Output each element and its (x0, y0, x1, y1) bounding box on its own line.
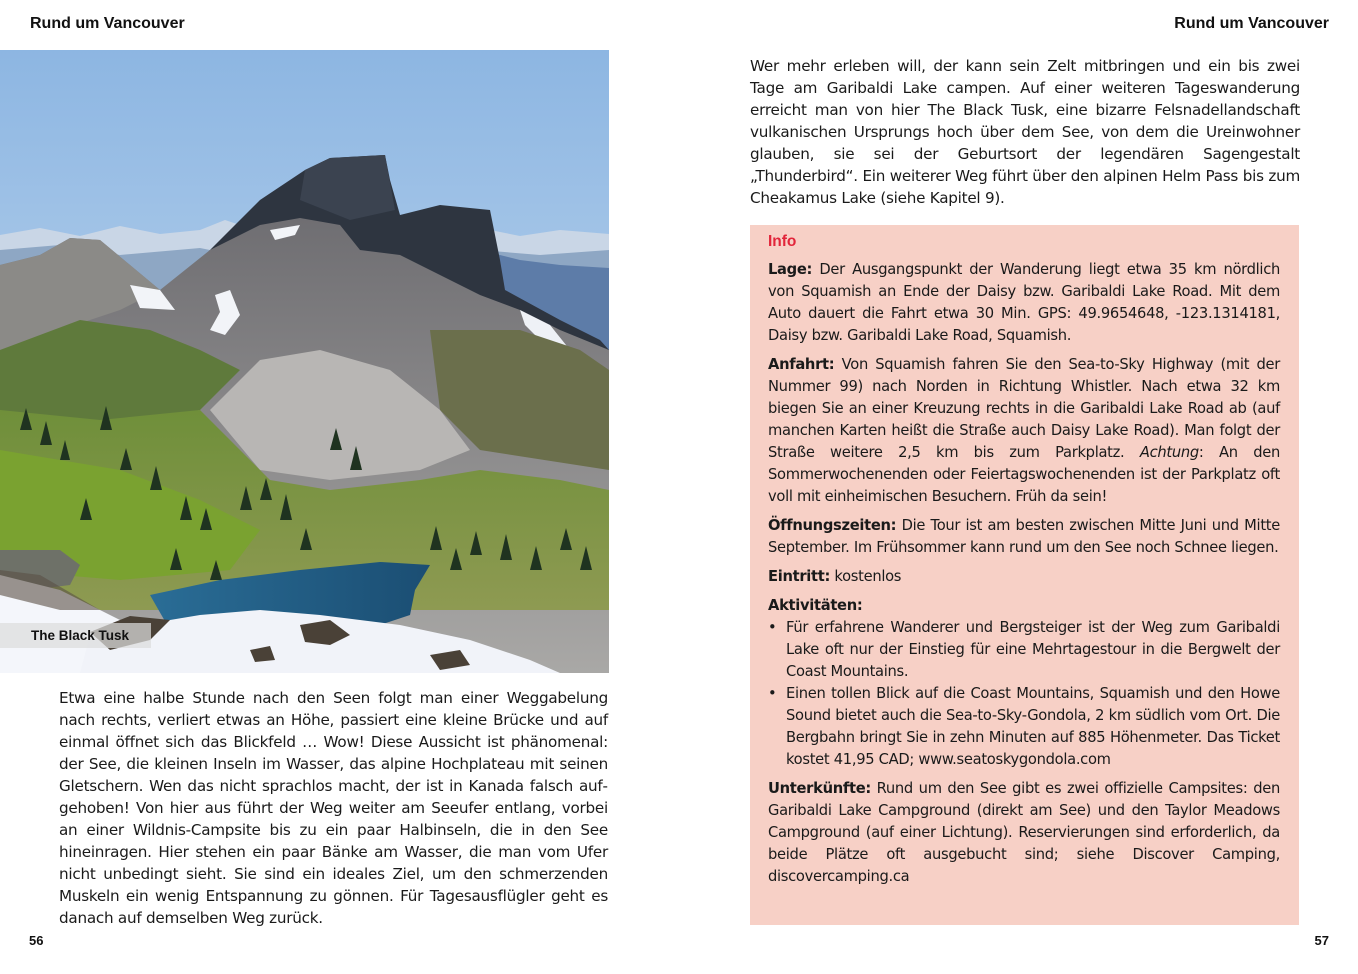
list-item-text: Für erfahrene Wanderer und Bergsteiger ist der Weg zum Garibaldi Lake oft nur der Einstieg für eine Mehrtagestour in die Bergwelt der Coast Mountains. (786, 619, 1280, 680)
info-lage (768, 259, 1280, 347)
info-lage-label: Lage: (768, 261, 813, 278)
list-item (768, 617, 1280, 683)
aktivitaeten-list (768, 617, 1280, 771)
info-aktivitaeten-label: Aktivitäten: (768, 597, 863, 614)
page-number-right: 57 (1314, 933, 1329, 948)
info-anfahrt-text-after: : An den Sommerwochenenden oder Feiertagswochenenden ist der Parkplatz oft voll mit einheimischen Besuchern. Früh da sein! (768, 444, 1280, 505)
info-oeffnungszeiten-text: Die Tour ist am besten zwischen Mitte Juni und Mitte September. Im Frühsommer kann rund um den See noch Schnee liegen. (768, 517, 1280, 556)
info-eintritt-text: kostenlos (834, 568, 902, 585)
info-box-title: Info (768, 233, 797, 250)
info-anfahrt-text: Von Squamish fahren Sie den Sea-to-Sky Highway (mit der Nummer 99) nach Norden in Richtung Whistler. Nach etwa 32 km biegen Sie an einer Kreuzung rechts in die Garibaldi Lake Road ab (auf manchen Karten heißt die Straße auch Daisy Lake Road). Man folgt der Straße weitere 2,5 km bis zum Parkplatz. (768, 356, 1280, 461)
info-eintritt-label: Eintritt: (768, 568, 831, 585)
bullet-icon: • (768, 619, 777, 636)
right-body-paragraph: Wer mehr erleben will, der kann sein Zelt mitbringen und ein bis zwei Tage am Garibaldi Lake campen. Auf einer weiteren Tageswanderung erreicht man von hier The Black Tusk, eine bizarre Felsnadellandschaft vulkanischen Ursprungs hoch über dem See, von dem die Ureinwohner glauben, sie sei der Geburtsort der legendären Sagengestalt „Thunderbird“. Ein weiterer Weg führt über den alpinen Helm Pass bis zum Cheakamus Lake (siehe Kapitel 9). (750, 57, 1300, 207)
info-oeffnungszeiten (768, 515, 1280, 559)
info-oeffnungszeiten-label: Öffnungszeiten: (768, 517, 897, 534)
info-aktivitaeten (768, 595, 1280, 617)
info-eintritt (768, 566, 1280, 588)
list-item-text: Einen tollen Blick auf die Coast Mountains, Squamish und den Howe Sound bietet auch die Sea-to-Sky-Gondola, 2 km südlich vom Ort. Die Bergbahn bringt Sie in zehn Minuten auf 885 Höhenmeter. Das Ticket kostet 41,95 CAD; www.seatoskygondola.com (786, 685, 1280, 768)
info-unterkuenfte (768, 778, 1280, 888)
info-anfahrt-label: Anfahrt: (768, 356, 835, 373)
black-tusk-photo (0, 50, 609, 673)
info-box (750, 225, 1299, 925)
info-lage-text: Der Ausgangspunkt der Wanderung liegt etwa 35 km nördlich von Squamish an Ende der Daisy bzw. Garibaldi Lake Road. Mit dem Auto dauert die Fahrt etwa 30 Min. GPS: 49.9654648, -123.1314181, Daisy bzw. Garibaldi Lake Road, Squamish. (768, 261, 1280, 344)
mountain-landscape-illustration (0, 50, 609, 673)
info-anfahrt (768, 354, 1280, 508)
info-unterkuenfte-text: Rund um den See gibt es zwei offizielle Campsites: den Garibaldi Lake Campground (direkt am See) und den Taylor Meadows Campground (auf einer Lichtung). Reservierungen sind erforderlich, da beide Plätze oft ausgebucht sind; siehe Discover Camping, discovercamping.ca (768, 780, 1280, 885)
right-page (679, 0, 1358, 974)
bullet-icon: • (768, 685, 777, 702)
photo-caption: The Black Tusk (0, 623, 151, 648)
info-anfahrt-emphasis: Achtung (1139, 444, 1199, 461)
list-item (768, 683, 1280, 771)
info-unterkuenfte-label: Unterkünfte: (768, 780, 871, 797)
page-number-left: 56 (29, 933, 44, 948)
left-body-paragraph: Etwa eine halbe Stunde nach den Seen folgt man einer Weggabelung nach rechts, verliert etwas an Höhe, passiert eine kleine Brücke und auf einmal öffnet sich das Blickfeld … Wow! Diese Aussicht ist phänomenal: der See, die kleinen Inseln im Wasser, das alpine Hochplateau mit seinen Gletschern. Wen das nicht sprachlos macht, der ist in Kanada falsch aufgehoben! Von hier aus führt der Weg weiter am Seeufer entlang, vorbei an einer Wildnis-Campsite bis zu ein paar Halbinseln, die in den See hineinragen. Hier stehen ein paar Bänke am Wasser, die man vom Ufer nicht unbedingt sieht. Sie sind ein ideales Ziel, um den schmerzenden Muskeln ein wenig Entspannung zu gönnen. Für Tagesausflügler geht es danach auf demselben Weg zurück. (59, 689, 608, 927)
running-head-left: Rund um Vancouver (30, 15, 185, 32)
running-head-right: Rund um Vancouver (1174, 15, 1329, 32)
